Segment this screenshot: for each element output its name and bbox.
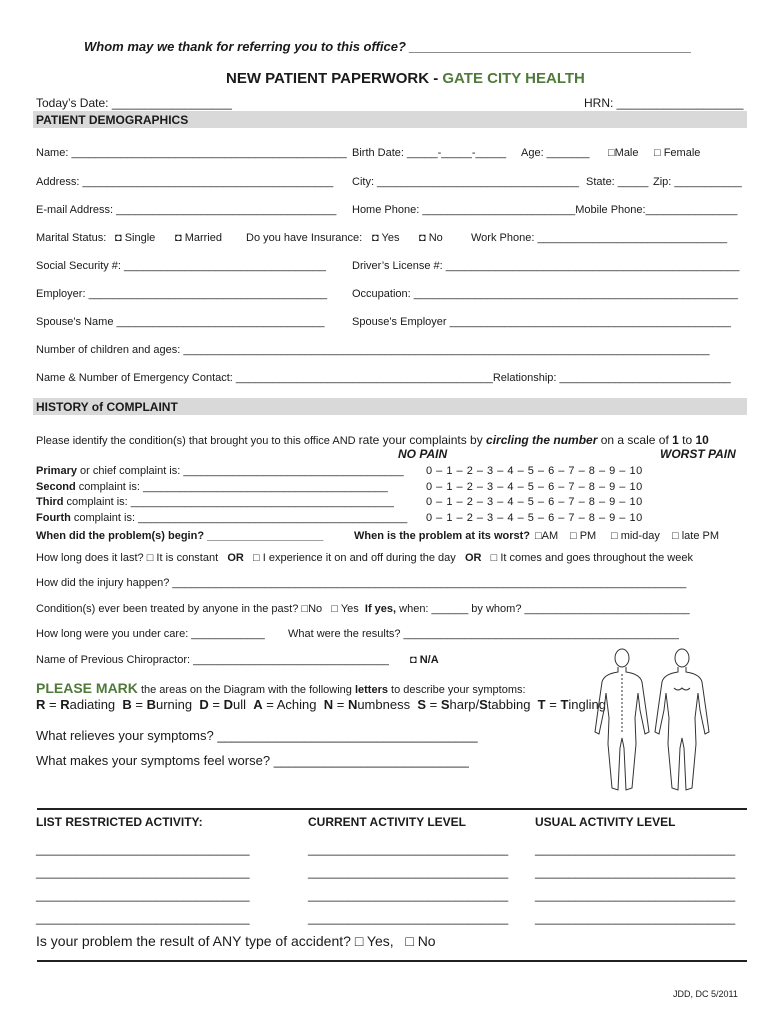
complaint-label: Primary [36, 465, 77, 477]
checkbox-icon: ◘ [372, 232, 382, 244]
age-field[interactable]: Age: _______ [521, 147, 590, 159]
midday-checkbox[interactable] [611, 530, 660, 542]
yes-label: Yes [340, 603, 359, 615]
on-off-label: I experience it on and off during the day [262, 552, 456, 564]
checkbox-icon: □ [354, 933, 364, 949]
legend-key: T [537, 697, 546, 712]
checkbox-icon: □ [608, 147, 615, 159]
email-field[interactable]: E-mail Address: ____________________________________ [36, 204, 337, 216]
checkbox-icon: □ [331, 603, 338, 615]
treated-yes-checkbox[interactable] [331, 603, 358, 615]
legend-word: ull [232, 697, 246, 712]
na-label: N/A [419, 654, 439, 666]
current-activity-header: CURRENT ACTIVITY LEVEL [308, 815, 467, 829]
single-label: Single [124, 232, 156, 244]
body-front-figure [655, 649, 709, 790]
hrn-field[interactable]: HRN: ___________________ [584, 96, 744, 110]
accident-label: Is your problem the result of ANY type of accident? [36, 933, 351, 949]
restricted-activity-line[interactable]: ________________________________ [36, 911, 250, 925]
clinic-name: GATE CITY HEALTH [442, 70, 585, 87]
yes-label: Yes, [366, 933, 394, 949]
complaint-blank: complaint is: ___________________________________________ [63, 496, 394, 508]
or-label: OR [227, 552, 244, 564]
city-field[interactable]: City: _________________________________ [352, 176, 579, 188]
checkbox-icon: □ [301, 603, 309, 615]
duration-label: How long does it last? [36, 552, 144, 564]
scale-min: 1 [672, 433, 679, 447]
pain-scale-primary[interactable]: 0 – 1 – 2 – 3 – 4 – 5 – 6 – 7 – 8 – 9 – 10 [426, 465, 643, 477]
male-label: Male [614, 147, 639, 159]
intro-text: Please identify the condition(s) that brought you to this office AND [36, 435, 359, 447]
checkbox-icon: □ [253, 552, 260, 564]
address-field[interactable]: Address: _________________________________________ [36, 176, 334, 188]
duration-row [36, 552, 693, 564]
checkbox-icon: □ [570, 530, 580, 542]
legend-word: ching [285, 697, 317, 712]
legend-key: D [199, 697, 209, 712]
title-main: NEW PATIENT PAPERWORK - [226, 70, 443, 87]
ssn-field[interactable]: Social Security #: _________________________________ [36, 260, 326, 272]
legend-word: ingling [568, 697, 606, 712]
employer-field[interactable]: Employer: _______________________________________ [36, 288, 328, 300]
usual-activity-line[interactable]: ______________________________ [535, 865, 736, 879]
am-checkbox[interactable] [535, 530, 558, 542]
relieves-field[interactable]: What relieves your symptoms? ____________________________________ [36, 728, 478, 743]
checkbox-icon: ◘ [410, 654, 420, 666]
usual-activity-line[interactable]: ______________________________ [535, 842, 736, 856]
worse-field[interactable]: What makes your symptoms feel worse? ___________________________ [36, 753, 469, 768]
legend-key: B [122, 697, 132, 712]
checkbox-icon: □ [535, 530, 542, 542]
no-label: No [428, 232, 443, 244]
am-label: AM [541, 530, 559, 542]
checkbox-icon: ◘ [419, 232, 429, 244]
no-label: No [417, 933, 436, 949]
treated-when-field[interactable]: when: ______ by whom? ___________________________ [396, 603, 690, 615]
legend-key: N [323, 697, 334, 712]
no-pain-label: NO PAIN [398, 447, 448, 461]
history-header: HISTORY of COMPLAINT [36, 400, 178, 414]
checkbox-icon: ◘ [115, 232, 125, 244]
third-complaint-field[interactable] [36, 496, 394, 508]
complaint-blank: or chief complaint is: ____________________________________ [76, 465, 404, 477]
emergency-contact-field[interactable]: Name & Number of Emergency Contact: __________________________________________Relationship: ____________________________ [36, 372, 731, 384]
treated-no-checkbox[interactable] [301, 603, 322, 615]
on-off-checkbox[interactable] [253, 552, 456, 564]
intro-text: on a scale of [597, 433, 673, 447]
previous-chiropractor-field[interactable]: Name of Previous Chiropractor: ________________________________ [36, 654, 389, 666]
legend-key: S [417, 697, 426, 712]
checkbox-icon: □ [405, 933, 414, 949]
legend-initial: T [560, 697, 569, 712]
complaint-label: Third [36, 496, 64, 508]
complaint-label: Fourth [36, 512, 71, 524]
na-checkbox[interactable] [410, 654, 439, 666]
constant-label: It is constant [156, 552, 219, 564]
legend-initial: B [146, 697, 156, 712]
checkbox-icon: □ [490, 552, 498, 564]
referral-line[interactable]: Whom may we thank for referring you to this office? _______________________________________ [84, 39, 692, 54]
injury-field[interactable]: How did the injury happen? ____________________________________________________________________________________ [36, 577, 687, 589]
restricted-activity-line[interactable]: ________________________________ [36, 842, 250, 856]
complaint-label: Second [36, 481, 76, 493]
todays-date-field[interactable]: Today’s Date: __________________ [36, 96, 232, 110]
treated-row [36, 603, 690, 615]
insurance-no-checkbox[interactable] [419, 232, 443, 244]
birth-date-field[interactable]: Birth Date: _____-_____-_____ [352, 147, 507, 159]
drivers-license-field[interactable]: Driver’s License #: ________________________________________________ [352, 260, 740, 272]
zip-field[interactable]: Zip: ___________ [653, 176, 742, 188]
marital-status-label: Marital Status: [36, 232, 107, 244]
page-title [226, 70, 585, 87]
state-field[interactable]: State: _____ [586, 176, 649, 188]
complaint-blank: complaint is: ________________________________________ [75, 481, 388, 493]
married-label: Married [184, 232, 222, 244]
pm-label: PM [579, 530, 597, 542]
current-activity-line[interactable]: ______________________________ [308, 865, 509, 879]
or-label: OR [464, 552, 482, 564]
legend-word: urning [156, 697, 193, 712]
spouse-employer-field[interactable]: Spouse’s Employer ______________________________________________ [352, 316, 732, 328]
demographics-header: PATIENT DEMOGRAPHICS [36, 113, 189, 127]
please-mark-instruction [36, 680, 526, 698]
comes-goes-checkbox[interactable] [491, 552, 693, 564]
primary-complaint-field[interactable] [36, 465, 404, 477]
restricted-activity-header: LIST RESTRICTED ACTIVITY: [36, 815, 203, 829]
scale-max: 10 [695, 433, 709, 447]
history-intro [36, 431, 709, 449]
legend-word: adiating [69, 697, 116, 712]
accident-no-checkbox[interactable] [405, 933, 435, 949]
pain-scale-second[interactable]: 0 – 1 – 2 – 3 – 4 – 5 – 6 – 7 – 8 – 9 – 10 [426, 481, 643, 493]
children-field[interactable]: Number of children and ages: ______________________________________________________________________________________ [36, 344, 710, 356]
legend-initial: N [347, 697, 358, 712]
spouse-name-field[interactable]: Spouse’s Name __________________________________ [36, 316, 325, 328]
results-field[interactable]: What were the results? _____________________________________________ [288, 628, 679, 640]
male-checkbox[interactable] [608, 147, 639, 159]
usual-activity-line[interactable]: ______________________________ [535, 911, 736, 925]
body-diagram[interactable] [590, 648, 750, 796]
no-label: No [308, 603, 323, 615]
late-pm-checkbox[interactable] [672, 530, 719, 542]
married-checkbox[interactable] [175, 232, 222, 244]
section-divider [37, 808, 747, 810]
pain-scale-third[interactable]: 0 – 1 – 2 – 3 – 4 – 5 – 6 – 7 – 8 – 9 – 10 [426, 496, 643, 508]
instruction-emphasis: letters [354, 684, 388, 696]
pm-checkbox[interactable] [570, 530, 596, 542]
female-label: Female [663, 147, 701, 159]
checkbox-icon: □ [611, 530, 621, 542]
instruction-text: the areas on the Diagram with the following [137, 684, 355, 696]
instruction-text: to describe your symptoms: [388, 684, 526, 696]
occupation-field[interactable]: Occupation: _____________________________________________________ [352, 288, 738, 300]
intro-emphasis: circling the number [486, 433, 598, 447]
accident-yes-checkbox[interactable] [355, 933, 394, 949]
current-activity-line[interactable]: ______________________________ [308, 888, 509, 902]
late-pm-label: late PM [681, 530, 719, 542]
legend-word: umbness [357, 697, 411, 712]
accident-question [36, 933, 436, 949]
checkbox-icon: □ [672, 530, 682, 542]
legend-word: harp/ [449, 697, 480, 712]
when-begin-field[interactable]: When did the problem(s) begin? ___________________ [36, 530, 324, 542]
please-mark-label: PLEASE MARK [36, 680, 138, 696]
insurance-yes-checkbox[interactable] [372, 232, 399, 244]
when-worst-label: When is the problem at its worst? [354, 530, 531, 542]
restricted-activity-line[interactable]: ________________________________ [36, 888, 250, 902]
legend-initial: R [60, 697, 70, 712]
usual-activity-header: USUAL ACTIVITY LEVEL [535, 815, 676, 829]
usual-activity-line[interactable]: ______________________________ [535, 888, 736, 902]
checkbox-icon: ◘ [175, 232, 185, 244]
footer-code: JDD, DC 5/2011 [673, 989, 738, 999]
comes-goes-label: It comes and goes throughout the week [500, 552, 693, 564]
treated-label: Condition(s) ever been treated by anyone in the past? [36, 603, 299, 615]
insurance-label: Do you have Insurance: [246, 232, 363, 244]
current-activity-line[interactable]: ______________________________ [308, 911, 509, 925]
checkbox-icon: □ [146, 552, 154, 564]
section-divider [37, 960, 747, 962]
yes-label: Yes [381, 232, 400, 244]
name-field[interactable]: Name: _____________________________________________ [36, 147, 347, 159]
complaint-blank: complaint is: ____________________________________________ [70, 512, 408, 524]
care-duration-field[interactable]: How long were you under care: ____________ [36, 628, 265, 640]
intro-text: to [678, 433, 696, 447]
midday-label: mid-day [620, 530, 660, 542]
restricted-activity-line[interactable]: ________________________________ [36, 865, 250, 879]
worst-pain-label: WORST PAIN [660, 447, 736, 461]
phone-fields[interactable]: Home Phone: _________________________Mobile Phone:_______________ [352, 204, 738, 216]
legend-initial: D [223, 697, 233, 712]
pain-scale-fourth[interactable]: 0 – 1 – 2 – 3 – 4 – 5 – 6 – 7 – 8 – 9 – 10 [426, 512, 643, 524]
female-checkbox[interactable] [654, 147, 700, 159]
legend-initial: A [276, 697, 286, 712]
symptom-legend: R = Radiating B = Burning D = Dull A = Aching N = Numbness S = Sharp/Stabbing T = Tingling [36, 697, 606, 712]
if-yes-label: If yes, [364, 603, 397, 615]
legend-key: R [36, 697, 46, 712]
current-activity-line[interactable]: ______________________________ [308, 842, 509, 856]
legend-initial: S [440, 697, 450, 712]
constant-checkbox[interactable] [147, 552, 218, 564]
work-phone-field[interactable]: Work Phone: _______________________________ [471, 232, 728, 244]
second-complaint-field[interactable] [36, 481, 388, 493]
legend-key: A [253, 697, 263, 712]
intro-text: rate your complaints by [358, 433, 487, 447]
checkbox-icon: □ [654, 147, 664, 159]
body-back-figure [595, 649, 649, 790]
fourth-complaint-field[interactable] [36, 512, 407, 524]
single-checkbox[interactable] [115, 232, 155, 244]
